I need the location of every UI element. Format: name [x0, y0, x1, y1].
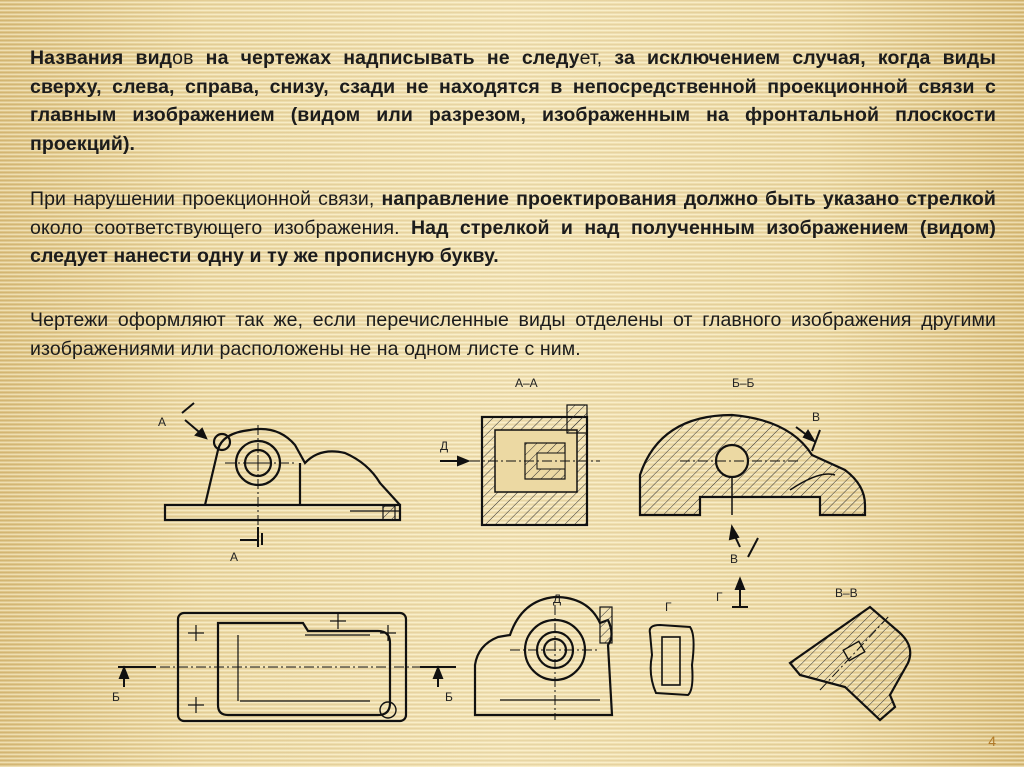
section-vv [790, 607, 910, 720]
main-front-view [165, 429, 400, 520]
label-arrow-a-top: А [158, 415, 167, 429]
label-arrow-d-left: Д [440, 439, 449, 453]
section-aa [470, 405, 600, 525]
label-arrow-v-top: В [812, 410, 821, 424]
label-arrow-g-right: Г [716, 590, 723, 604]
label-arrow-d-top: Д [553, 592, 562, 606]
label-view-g: Г [665, 600, 672, 614]
top-view-crosses [188, 613, 396, 713]
paragraph-separate-sheets: Чертежи оформляют так же, если перечисленные виды отделены от главного изображения другими изображениями или расположены не на одном листе с ним. [30, 309, 996, 360]
side-view-d [475, 597, 612, 715]
label-arrow-b-left: Б [112, 690, 120, 704]
side-view-centerlines [510, 605, 600, 720]
label-section-bb: Б–Б [732, 376, 755, 390]
label-arrow-a-bottom: А [230, 550, 239, 564]
technical-drawing [100, 375, 1000, 735]
arrow-a-top [182, 403, 206, 438]
arrow-a-bottom [240, 527, 262, 547]
paragraph-view-names-rule: Названия видов на чертежах надписывать не следует, за исключением случая, когда виды сверху, слева, справа, снизу, сзади не находятся в непосредственной проекционной связи с главным изображением (видом или разрезом, изображенным на фронтальной плоскости проекций). [30, 47, 996, 155]
arrow-d-left [440, 457, 468, 465]
label-arrow-b-right: Б [445, 690, 453, 704]
label-section-aa: А–А [515, 376, 538, 390]
arrow-g-right [732, 579, 748, 607]
view-g [650, 625, 694, 695]
arrow-b-left [118, 667, 156, 687]
page-number: 4 [988, 733, 996, 749]
arrow-b-right [420, 667, 456, 687]
section-bb [640, 415, 865, 515]
label-section-vv: В–В [835, 586, 858, 600]
paragraph-projection-violation: При нарушении проекционной связи, направление проектирования должно быть указано стрелкой около соответствующего изображения. Над стрелкой и над полученным изображением (видом) следует нанести одну и ту же прописную букву. [30, 188, 996, 267]
label-arrow-v-bottom: В [730, 552, 739, 566]
